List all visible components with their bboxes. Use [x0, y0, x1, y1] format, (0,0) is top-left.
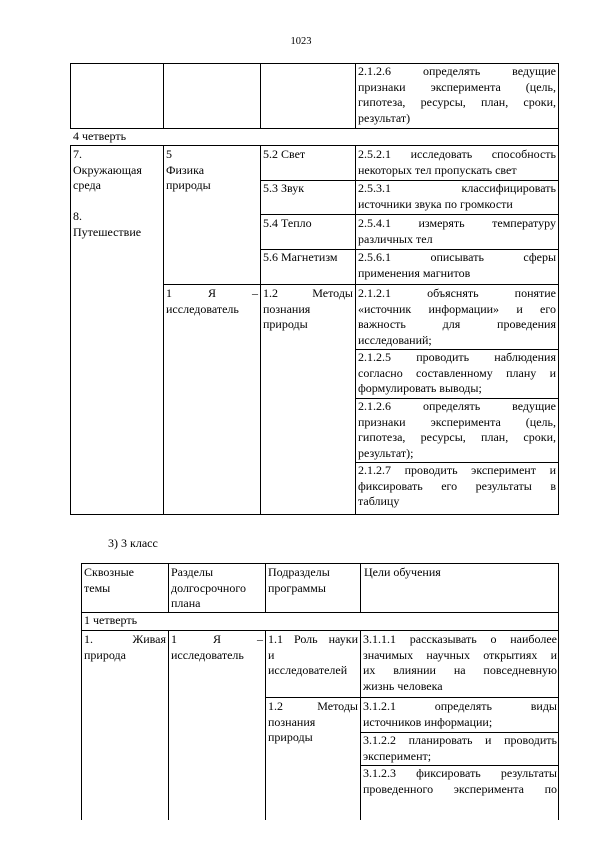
table1-goal: [358, 216, 556, 247]
goal-line: 3.1.2.3 фиксировать результаты: [363, 766, 557, 780]
goal-line: некоторых тел пропускать свет: [358, 162, 517, 177]
goal-line: 2.5.6.1 описывать сферы: [358, 250, 556, 264]
goal-line: применения магнитов: [358, 265, 471, 280]
table2-sub1-cell: [268, 632, 358, 679]
sub-line: 1.2 Методы: [268, 699, 358, 713]
sub-line: и: [268, 647, 275, 662]
table1-theme-cell: [73, 147, 161, 241]
goal-line: 3.1.2.1 определять виды: [363, 699, 557, 713]
theme-line: 7.: [73, 147, 82, 161]
goal-line: таблицу: [358, 494, 400, 509]
header-line: Разделы: [171, 565, 214, 579]
section-line: исследователь: [171, 647, 244, 662]
table1-goal: [358, 181, 556, 212]
table2-goal2-cell: [363, 699, 557, 730]
goal-line: исследований;: [358, 332, 432, 347]
goal-line: результат): [358, 110, 411, 125]
goal-line: «источник информации» и его: [358, 301, 556, 316]
goal-line: их влиянии на повседневную: [363, 663, 557, 678]
goal-line: эксперимент;: [363, 748, 432, 763]
header-line: Подразделы: [268, 565, 330, 579]
sub-line: познания: [268, 714, 316, 729]
section-line: 5: [166, 147, 172, 161]
theme-line: Окружающая: [73, 162, 142, 177]
goal-line: 2.1.2.6 определять ведущие: [358, 399, 556, 413]
header-line: программы: [268, 580, 326, 595]
theme-line: природа: [84, 647, 126, 662]
goal-line: значимых научных открытиях и: [363, 647, 557, 662]
section-line: Физика: [166, 162, 205, 177]
table1-subsection: 5.3 Звук: [263, 181, 305, 195]
goal-line: фиксировать его результаты в: [358, 478, 556, 493]
table2-goal2-cell-b: [363, 733, 557, 764]
theme-line: 8.: [73, 209, 82, 224]
goal-line: 2.5.2.1 исследовать способность: [358, 147, 556, 161]
table2-goal2-cell-c: [363, 766, 557, 797]
table1-goal: [358, 250, 556, 281]
table1-top-goal: [358, 64, 556, 126]
table1-subsection: 5.2 Свет: [263, 147, 306, 161]
table2-header-sections: [171, 565, 246, 612]
goal-line: 2.5.3.1 классифицировать: [358, 181, 556, 195]
goal-line: 2.1.2.1 объяснять понятие: [358, 286, 556, 300]
table1-goals2-cell: [358, 286, 556, 348]
goal-line: источники звука по громкости: [358, 196, 513, 211]
goal-line: формулировать выводы;: [358, 381, 482, 396]
sub-line: природы: [268, 730, 313, 745]
page-number: 1023: [290, 36, 312, 47]
goal-line: 3.1.2.2 планировать и проводить: [363, 733, 557, 747]
table2-header-themes: [84, 565, 134, 596]
table1-section-cell: [166, 147, 258, 194]
theme-line: 1. Живая: [84, 632, 166, 646]
table2-header-goals: [364, 565, 441, 581]
goal-line: признаки эксперимента (цель,: [358, 79, 556, 94]
table2-goal1-cell: [363, 632, 557, 694]
table1-section2-cell: [166, 286, 258, 317]
goal-line: 2.5.4.1 измерять температуру: [358, 216, 556, 230]
sub-line: 1.1 Роль науки: [268, 632, 358, 646]
table2-quarter-label: 1 четверть: [84, 613, 138, 627]
goal-line: гипотеза, ресурсы, план, сроки,: [358, 95, 556, 110]
sub-line: исследователей: [268, 663, 348, 678]
sub-line: природы: [263, 317, 308, 332]
section-title: 3) 3 класс: [108, 536, 158, 550]
section-line: 1 Я –: [171, 632, 263, 646]
sub-line: познания: [263, 301, 311, 316]
goal-line: 2.1.2.6 определять ведущие: [358, 64, 556, 78]
goal-line: жизнь человека: [363, 678, 443, 693]
goal-line: проведенного эксперимента по: [363, 781, 557, 796]
theme-line: среда: [73, 178, 101, 193]
theme-line: Путешествие: [73, 224, 142, 239]
goal-line: согласно составленному плану и: [358, 365, 556, 380]
goal-line: различных тел: [358, 231, 433, 246]
table1-goals2-cell-d: [358, 463, 556, 510]
table2-header-subsections: [268, 565, 330, 596]
header-line: Цели обучения: [364, 565, 441, 579]
header-line: темы: [84, 580, 111, 595]
table2-sub2-cell: [268, 699, 358, 746]
header-line: Сквозные: [84, 565, 134, 579]
table1-subsection: 5.6 Магнетизм: [263, 250, 338, 264]
section-line: природы: [166, 178, 211, 193]
table2-section-cell: [171, 632, 263, 663]
table1-subsection: 5.4 Тепло: [263, 216, 312, 230]
section-line: 1 Я –: [166, 286, 258, 300]
table1-quarter-label: 4 четверть: [73, 129, 127, 143]
sub-line: 1.2 Методы: [263, 286, 353, 300]
goal-line: 2.1.2.5 проводить наблюдения: [358, 350, 556, 364]
goal-line: 2.1.2.7 проводить эксперимент и: [358, 463, 556, 477]
header-line: долгосрочного: [171, 580, 246, 595]
table1-goals2-cell-b: [358, 350, 556, 397]
goal-line: признаки эксперимента (цель,: [358, 414, 556, 429]
table1-goals2-cell-c: [358, 399, 556, 461]
goal-line: важность для проведения: [358, 317, 556, 332]
goal-line: гипотеза, ресурсы, план, сроки,: [358, 430, 556, 445]
goal-line: 3.1.1.1 рассказывать о наиболее: [363, 632, 557, 646]
table2-theme-cell: [84, 632, 166, 663]
goal-line: источников информации;: [363, 714, 493, 729]
table1-goal: [358, 147, 556, 178]
goal-line: результат);: [358, 445, 414, 460]
section-line: исследователь: [166, 301, 239, 316]
table1-sub2-cell: [263, 286, 353, 333]
header-line: плана: [171, 596, 201, 611]
